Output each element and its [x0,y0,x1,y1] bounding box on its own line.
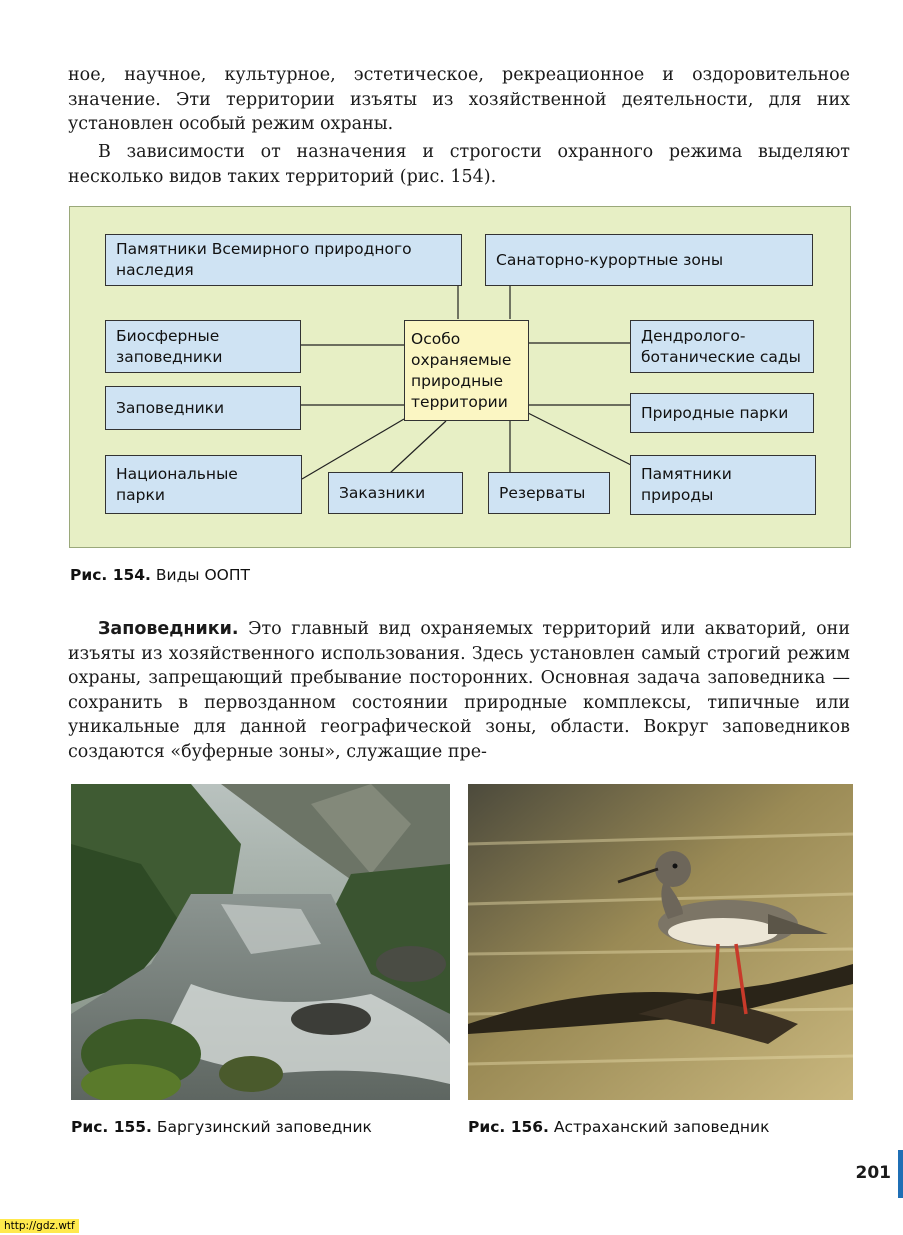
connector-zakazniki [390,421,446,473]
caption-fig155-text: Баргузинский заповедник [151,1118,372,1136]
box-dendro-gardens: Дендролого-ботанические сады [630,320,814,373]
box-nature-monuments: Памятники природы [630,455,816,515]
paragraph-zapovedniki [68,617,850,764]
page-edge-marker [898,1150,903,1198]
box-national-parks: Национальные парки [105,455,302,514]
caption-fig155-label: Рис. 155. [71,1118,152,1136]
paragraph-zapovedniki-text: Это главный вид охраняемых территорий или акваторий, они изъяты из хозяйственного использования. Здесь установлен самый строгий режим охраны, запрещающий пребывание посторонних. Основная задача заповедника — сохранить в первозданном состоянии природные комплексы, типичные или уникальные для данной географической зоны, области. Вокруг заповедников создаются «буферные зоны», служащие пре- [68,619,850,762]
connector-monuments [528,413,631,465]
page-number: 201 [855,1163,891,1183]
box-resort-zones: Санаторно-курортные зоны [485,234,813,286]
box-world-heritage: Памятники Всемирного природного наследия [105,234,462,286]
caption-fig156-label: Рис. 156. [468,1118,549,1136]
caption-fig154 [70,566,250,584]
box-zakazniki: Заказники [328,472,463,514]
box-biosphere-reserves: Биосферные заповедники [105,320,301,373]
paragraph-intro: ное, научное, культурное, эстетическое, рекреационное и оздоровительное значение. Эти территории изъяты из хозяйственной деятельности, для них установлен особый режим охраны. [68,65,850,134]
caption-fig156 [468,1118,769,1136]
caption-fig156-text: Астраханский заповедник [548,1118,770,1136]
caption-fig154-label: Рис. 154. [70,566,151,584]
photo-barguzin-river [71,784,450,1100]
caption-fig155 [71,1118,372,1136]
term-zapovedniki: Заповедники. [98,619,239,639]
watermark-link[interactable]: http://gdz.wtf [0,1219,79,1233]
photo-astrakhan-bird [468,784,853,1100]
paragraph-types: В зависимости от назначения и строгости охранного режима выделяют несколько видов таких территорий (рис. 154). [68,142,850,187]
oopt-diagram [69,206,851,548]
box-nature-parks: Природные парки [630,393,814,433]
box-rezervaty: Резерваты [488,472,610,514]
connector-national-parks [302,419,404,479]
box-zapovedniki: Заповедники [105,386,301,430]
box-oopt-center: Особо охраняемые природные территории [404,320,529,421]
caption-fig154-text: Виды ООПТ [150,566,250,584]
